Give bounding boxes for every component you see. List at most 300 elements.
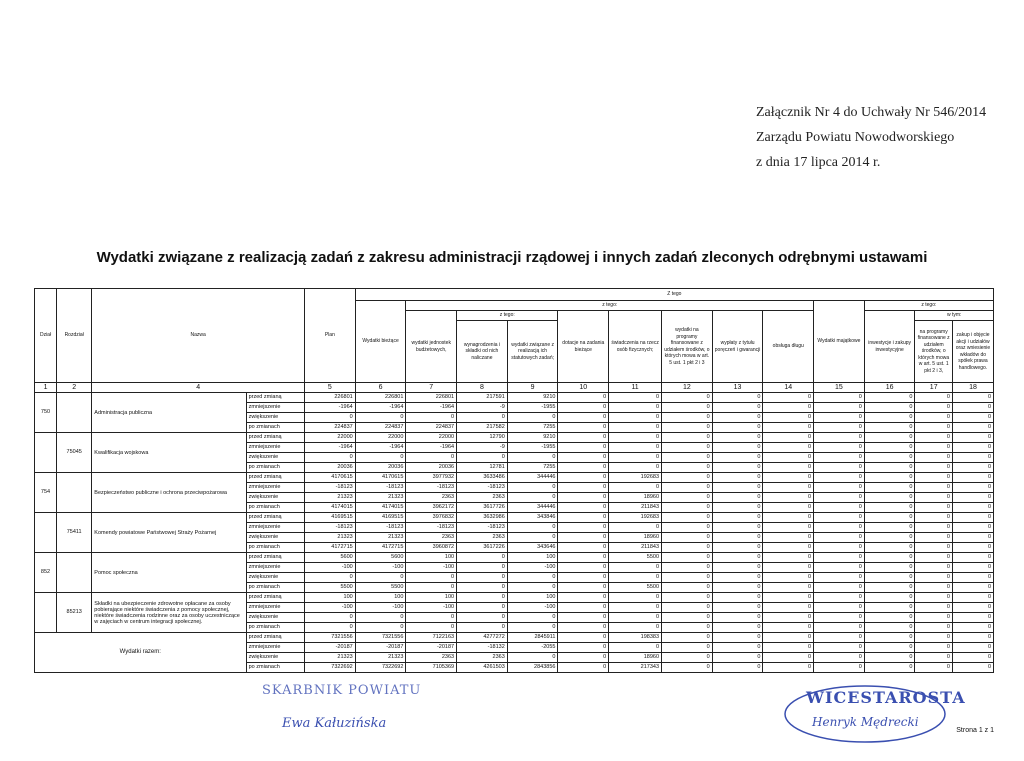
nazwa-cell: Kwalifikacja wojskowa: [92, 433, 246, 473]
value-cell: 12790: [457, 433, 508, 443]
value-cell: 0: [763, 573, 814, 583]
value-cell: 2363: [406, 533, 457, 543]
vice-starost-stamp: WICESTAROSTA: [806, 688, 966, 707]
value-cell: -1964: [305, 443, 356, 453]
header-z-tego-jednostek: z tego:: [457, 311, 558, 321]
value-cell: 9210: [507, 393, 558, 403]
value-cell: 0: [662, 483, 713, 493]
value-cell: 0: [558, 473, 609, 483]
change-kind-cell: przed zmianą: [246, 473, 304, 483]
value-cell: 2843856: [507, 663, 558, 673]
value-cell: 4170615: [355, 473, 406, 483]
value-cell: 0: [952, 393, 993, 403]
value-cell: -9: [457, 443, 508, 453]
change-kind-cell: po zmianach: [246, 463, 304, 473]
nazwa-cell: Bezpieczeństwo publiczne i ochrona przeciwpożarowa: [92, 473, 246, 513]
page-number: Strona 1 z 1: [956, 727, 994, 734]
header-z-tego-biezace: z tego:: [406, 301, 814, 311]
value-cell: 0: [355, 573, 406, 583]
value-cell: 0: [864, 523, 915, 533]
value-cell: -9: [457, 403, 508, 413]
value-cell: 0: [763, 393, 814, 403]
dzial-cell: 754: [35, 473, 57, 513]
value-cell: 3960872: [406, 543, 457, 553]
rozdzial-cell: 75411: [57, 513, 92, 553]
value-cell: 0: [763, 433, 814, 443]
value-cell: 0: [662, 603, 713, 613]
value-cell: -100: [507, 563, 558, 573]
value-cell: -20187: [406, 643, 457, 653]
value-cell: 0: [558, 593, 609, 603]
value-cell: 0: [507, 653, 558, 663]
col-number: 16: [864, 383, 915, 393]
value-cell: 0: [609, 483, 662, 493]
value-cell: 0: [457, 583, 508, 593]
value-cell: 0: [864, 503, 915, 513]
value-cell: 0: [712, 603, 763, 613]
dzial-cell: 750: [35, 393, 57, 433]
value-cell: 0: [609, 603, 662, 613]
value-cell: 0: [558, 393, 609, 403]
change-kind-cell: po zmianach: [246, 623, 304, 633]
value-cell: 0: [952, 563, 993, 573]
value-cell: 0: [457, 603, 508, 613]
value-cell: 0: [662, 643, 713, 653]
value-cell: 0: [763, 623, 814, 633]
value-cell: 0: [763, 553, 814, 563]
value-cell: 22000: [305, 433, 356, 443]
value-cell: 0: [864, 543, 915, 553]
change-kind-cell: przed zmianą: [246, 633, 304, 643]
value-cell: 0: [915, 653, 952, 663]
rozdzial-cell: 85213: [57, 593, 92, 633]
value-cell: 0: [915, 663, 952, 673]
value-cell: -18123: [355, 483, 406, 493]
value-cell: 0: [864, 453, 915, 463]
value-cell: 0: [915, 573, 952, 583]
value-cell: 0: [952, 573, 993, 583]
value-cell: 0: [814, 663, 865, 673]
value-cell: 0: [952, 543, 993, 553]
value-cell: 100: [305, 593, 356, 603]
value-cell: 211843: [609, 543, 662, 553]
value-cell: -100: [305, 603, 356, 613]
value-cell: 0: [915, 523, 952, 533]
value-cell: 0: [305, 413, 356, 423]
header-z-tego: Z tego: [355, 289, 993, 301]
value-cell: 3977932: [406, 473, 457, 483]
value-cell: 0: [864, 603, 915, 613]
value-cell: 0: [814, 403, 865, 413]
value-cell: 0: [864, 413, 915, 423]
value-cell: 0: [712, 413, 763, 423]
value-cell: 0: [864, 663, 915, 673]
value-cell: 0: [712, 653, 763, 663]
col-number: 12: [662, 383, 713, 393]
value-cell: 0: [662, 533, 713, 543]
dzial-cell: [35, 593, 57, 633]
value-cell: 5600: [355, 553, 406, 563]
value-cell: 0: [712, 643, 763, 653]
value-cell: 0: [763, 423, 814, 433]
value-cell: 0: [609, 463, 662, 473]
value-cell: -100: [507, 603, 558, 613]
value-cell: 0: [915, 463, 952, 473]
value-cell: 0: [609, 613, 662, 623]
value-cell: 0: [507, 493, 558, 503]
value-cell: 0: [558, 543, 609, 553]
value-cell: 0: [662, 413, 713, 423]
value-cell: 0: [712, 583, 763, 593]
value-cell: 0: [662, 653, 713, 663]
value-cell: -100: [305, 563, 356, 573]
value-cell: 5500: [305, 583, 356, 593]
value-cell: 0: [712, 403, 763, 413]
value-cell: 0: [712, 393, 763, 403]
value-cell: 0: [457, 623, 508, 633]
value-cell: 7122163: [406, 633, 457, 643]
value-cell: 0: [763, 593, 814, 603]
change-kind-cell: po zmianach: [246, 583, 304, 593]
value-cell: 0: [662, 573, 713, 583]
value-cell: 0: [507, 583, 558, 593]
header-zakup-akcji: zakup i objęcie akcji i udziałów oraz wniesienie wkładów do spółek prawa handlowego.: [952, 321, 993, 383]
value-cell: 4261503: [457, 663, 508, 673]
value-cell: 0: [763, 583, 814, 593]
value-cell: 0: [864, 623, 915, 633]
value-cell: 0: [662, 633, 713, 643]
value-cell: 0: [952, 413, 993, 423]
value-cell: 0: [662, 453, 713, 463]
value-cell: 0: [305, 453, 356, 463]
value-cell: 0: [662, 543, 713, 553]
value-cell: 0: [915, 613, 952, 623]
value-cell: 2363: [457, 493, 508, 503]
value-cell: 0: [814, 503, 865, 513]
value-cell: 0: [915, 433, 952, 443]
change-kind-cell: po zmianach: [246, 503, 304, 513]
value-cell: 226801: [305, 393, 356, 403]
table-row: [35, 473, 994, 483]
value-cell: 0: [814, 643, 865, 653]
col-number: 14: [763, 383, 814, 393]
value-cell: 0: [915, 513, 952, 523]
value-cell: 0: [763, 453, 814, 463]
table-body: [35, 393, 994, 673]
change-kind-cell: zmniejszenie: [246, 403, 304, 413]
value-cell: 7105369: [406, 663, 457, 673]
header-plan: Plan: [305, 289, 356, 383]
value-cell: 0: [864, 513, 915, 523]
value-cell: 4277272: [457, 633, 508, 643]
value-cell: 18960: [609, 533, 662, 543]
value-cell: 224837: [406, 423, 457, 433]
value-cell: 0: [763, 403, 814, 413]
value-cell: 0: [457, 453, 508, 463]
value-cell: 0: [558, 603, 609, 613]
value-cell: 0: [712, 543, 763, 553]
value-cell: -1955: [507, 403, 558, 413]
value-cell: 0: [763, 473, 814, 483]
value-cell: 0: [864, 483, 915, 493]
value-cell: 0: [814, 413, 865, 423]
value-cell: 0: [712, 593, 763, 603]
value-cell: 0: [763, 613, 814, 623]
value-cell: 0: [814, 623, 865, 633]
value-cell: 0: [814, 443, 865, 453]
value-cell: 0: [814, 613, 865, 623]
value-cell: 0: [558, 433, 609, 443]
value-cell: 0: [763, 663, 814, 673]
value-cell: 0: [864, 573, 915, 583]
value-cell: 4174015: [355, 503, 406, 513]
value-cell: 0: [609, 403, 662, 413]
value-cell: -18123: [457, 483, 508, 493]
value-cell: 0: [558, 533, 609, 543]
change-kind-cell: zwiększenie: [246, 453, 304, 463]
value-cell: -2055: [507, 643, 558, 653]
value-cell: 0: [558, 663, 609, 673]
value-cell: 0: [507, 613, 558, 623]
value-cell: 343646: [507, 543, 558, 553]
value-cell: 0: [558, 653, 609, 663]
value-cell: 0: [952, 643, 993, 653]
value-cell: 0: [712, 563, 763, 573]
value-cell: 0: [915, 633, 952, 643]
value-cell: 344446: [507, 473, 558, 483]
value-cell: 0: [952, 463, 993, 473]
value-cell: 0: [952, 553, 993, 563]
value-cell: 0: [712, 613, 763, 623]
value-cell: 20036: [355, 463, 406, 473]
value-cell: 0: [712, 533, 763, 543]
header-rozdzial: Rozdział: [57, 289, 92, 383]
value-cell: 0: [609, 453, 662, 463]
value-cell: 0: [814, 523, 865, 533]
value-cell: 22000: [406, 433, 457, 443]
value-cell: 0: [558, 403, 609, 413]
vice-starost-stamp-frame: [780, 676, 950, 746]
value-cell: 0: [558, 513, 609, 523]
value-cell: 198383: [609, 633, 662, 643]
value-cell: 0: [915, 473, 952, 483]
value-cell: 0: [662, 493, 713, 503]
change-kind-cell: przed zmianą: [246, 513, 304, 523]
value-cell: 0: [558, 523, 609, 533]
value-cell: 224837: [305, 423, 356, 433]
value-cell: 0: [406, 453, 457, 463]
value-cell: 0: [864, 443, 915, 453]
value-cell: 18960: [609, 493, 662, 503]
col-number: 13: [712, 383, 763, 393]
value-cell: -1964: [355, 443, 406, 453]
col-number: 15: [814, 383, 865, 393]
table-row: [35, 513, 994, 523]
value-cell: 0: [457, 613, 508, 623]
change-kind-cell: zmniejszenie: [246, 563, 304, 573]
value-cell: 0: [864, 423, 915, 433]
value-cell: 21323: [355, 533, 406, 543]
value-cell: 0: [763, 443, 814, 453]
value-cell: 0: [952, 453, 993, 463]
value-cell: -100: [355, 563, 406, 573]
change-kind-cell: po zmianach: [246, 543, 304, 553]
change-kind-cell: zmniejszenie: [246, 523, 304, 533]
col-number: 18: [952, 383, 993, 393]
value-cell: 3617226: [457, 543, 508, 553]
value-cell: 4170615: [305, 473, 356, 483]
value-cell: 0: [712, 473, 763, 483]
value-cell: 0: [558, 493, 609, 503]
value-cell: 0: [558, 463, 609, 473]
value-cell: 0: [864, 393, 915, 403]
value-cell: 0: [952, 603, 993, 613]
change-kind-cell: po zmianach: [246, 423, 304, 433]
value-cell: 7255: [507, 423, 558, 433]
table-row: [35, 593, 994, 603]
value-cell: -100: [406, 603, 457, 613]
header-obsluga-dlugu: obsługa długu: [763, 311, 814, 383]
value-cell: 0: [355, 613, 406, 623]
value-cell: 0: [915, 423, 952, 433]
header-wydatki-biezace: Wydatki bieżące: [355, 301, 406, 383]
value-cell: 0: [915, 533, 952, 543]
dzial-cell: [35, 513, 57, 553]
value-cell: 0: [952, 623, 993, 633]
expenditure-table: [34, 288, 994, 673]
value-cell: 0: [457, 553, 508, 563]
change-kind-cell: zwiększenie: [246, 493, 304, 503]
col-number: 6: [355, 383, 406, 393]
value-cell: 0: [864, 493, 915, 503]
value-cell: 0: [558, 413, 609, 423]
value-cell: 0: [712, 663, 763, 673]
value-cell: 0: [609, 593, 662, 603]
value-cell: 0: [662, 583, 713, 593]
value-cell: 0: [915, 603, 952, 613]
value-cell: 0: [558, 553, 609, 563]
value-cell: 0: [814, 563, 865, 573]
value-cell: 0: [763, 653, 814, 663]
total-label: Wydatki razem:: [35, 633, 247, 673]
value-cell: 0: [406, 583, 457, 593]
value-cell: 20036: [305, 463, 356, 473]
value-cell: 4174015: [305, 503, 356, 513]
value-cell: 0: [712, 483, 763, 493]
value-cell: 224837: [355, 423, 406, 433]
value-cell: 100: [406, 553, 457, 563]
value-cell: 0: [915, 393, 952, 403]
value-cell: 0: [952, 493, 993, 503]
value-cell: 0: [864, 473, 915, 483]
attachment-line-1: Załącznik Nr 4 do Uchwały Nr 546/2014: [756, 105, 987, 120]
value-cell: 0: [305, 623, 356, 633]
value-cell: 226801: [355, 393, 406, 403]
attachment-note: [756, 100, 986, 175]
value-cell: 5500: [355, 583, 406, 593]
col-number: 5: [305, 383, 356, 393]
value-cell: 0: [763, 533, 814, 543]
value-cell: 0: [662, 423, 713, 433]
value-cell: 22000: [355, 433, 406, 443]
treasurer-stamp: SKARBNIK POWIATU: [262, 683, 422, 698]
value-cell: 0: [952, 423, 993, 433]
value-cell: 0: [915, 593, 952, 603]
nazwa-cell: Składki na ubezpieczenie zdrowotne opłacane za osoby pobierające niektóre świadczenia z pomocy społecznej, niektóre świadczenia rodzinne oraz za osoby uczestniczące w zajęciach w centrum integracji społecznej.: [92, 593, 246, 633]
value-cell: 0: [814, 653, 865, 663]
value-cell: 0: [814, 633, 865, 643]
value-cell: 0: [952, 633, 993, 643]
value-cell: -18123: [305, 483, 356, 493]
value-cell: 0: [457, 563, 508, 573]
value-cell: -1964: [406, 443, 457, 453]
value-cell: 0: [915, 623, 952, 633]
value-cell: 0: [763, 503, 814, 513]
value-cell: 0: [609, 423, 662, 433]
change-kind-cell: zmniejszenie: [246, 483, 304, 493]
value-cell: 0: [558, 443, 609, 453]
change-kind-cell: zwiększenie: [246, 653, 304, 663]
value-cell: 0: [763, 633, 814, 643]
nazwa-cell: Pomoc społeczna: [92, 553, 246, 593]
value-cell: 100: [507, 593, 558, 603]
value-cell: 0: [814, 593, 865, 603]
value-cell: -1964: [406, 403, 457, 413]
col-number: 11: [609, 383, 662, 393]
value-cell: 226801: [406, 393, 457, 403]
value-cell: 21323: [355, 653, 406, 663]
value-cell: 0: [952, 503, 993, 513]
value-cell: -18123: [305, 523, 356, 533]
table-row: [35, 393, 994, 403]
value-cell: 4172715: [305, 543, 356, 553]
rozdzial-cell: [57, 393, 92, 433]
value-cell: 0: [712, 573, 763, 583]
value-cell: 0: [915, 503, 952, 513]
value-cell: -18123: [406, 523, 457, 533]
value-cell: 0: [662, 513, 713, 523]
header-wynagrodzenia: wynagrodzenia i składki od nich naliczane: [457, 321, 508, 383]
value-cell: 0: [406, 613, 457, 623]
value-cell: 0: [662, 563, 713, 573]
change-kind-cell: zwiększenie: [246, 573, 304, 583]
value-cell: 0: [915, 583, 952, 593]
value-cell: 0: [712, 523, 763, 533]
value-cell: 0: [609, 563, 662, 573]
value-cell: 0: [763, 483, 814, 493]
value-cell: 0: [864, 463, 915, 473]
col-number: 17: [915, 383, 952, 393]
value-cell: 0: [558, 623, 609, 633]
value-cell: 217582: [457, 423, 508, 433]
value-cell: 0: [915, 543, 952, 553]
value-cell: -18123: [355, 523, 406, 533]
nazwa-cell: Administracja publiczna: [92, 393, 246, 433]
value-cell: 0: [406, 413, 457, 423]
value-cell: 0: [864, 633, 915, 643]
value-cell: 18960: [609, 653, 662, 663]
change-kind-cell: przed zmianą: [246, 393, 304, 403]
value-cell: 0: [763, 523, 814, 533]
value-cell: 3632986: [457, 513, 508, 523]
value-cell: 3617726: [457, 503, 508, 513]
value-cell: -1964: [305, 403, 356, 413]
value-cell: -1964: [355, 403, 406, 413]
value-cell: 2363: [406, 493, 457, 503]
value-cell: 0: [712, 453, 763, 463]
header-nazwa: Nazwa: [92, 289, 305, 383]
header-programy: wydatki na programy finansowane z udziałem środków, o których mowa w art. 5 ust. 1 pkt 2 i 3: [662, 311, 713, 383]
